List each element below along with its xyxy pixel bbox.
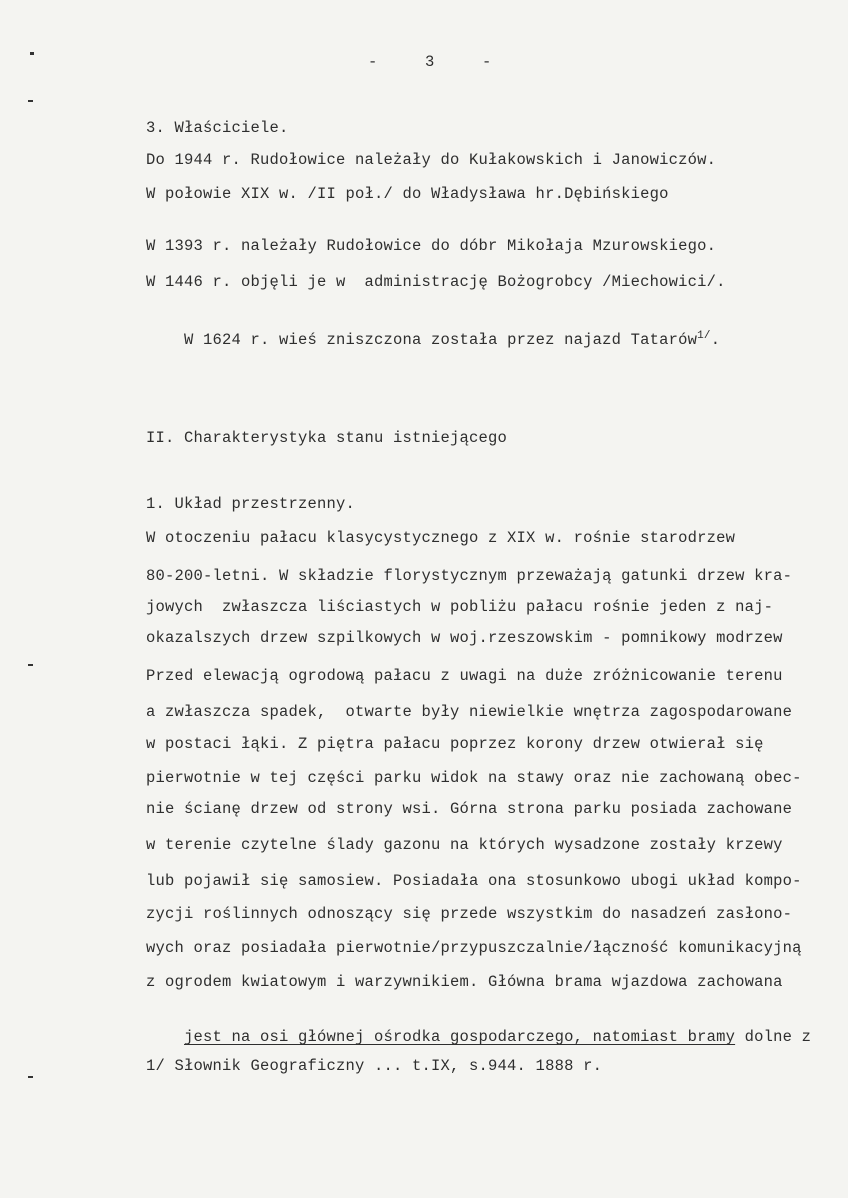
footnote-ref: 1/ xyxy=(697,330,711,342)
text-line: nie ścianę drzew od strony wsi. Górna strona parku posiada zachowane xyxy=(146,800,793,818)
text-segment: dolne z xyxy=(735,1028,812,1046)
margin-mark xyxy=(30,52,34,55)
text-line: wych oraz posiadała pierwotnie/przypuszczalnie/łączność komunikacyjną xyxy=(146,939,802,957)
margin-mark xyxy=(28,664,33,666)
text-line xyxy=(146,306,720,370)
text-segment: W 1624 r. wieś zniszczona została przez najazd Tatarów xyxy=(184,331,698,349)
section-heading-characteristics: II. Charakterystyka stanu istniejącego xyxy=(146,429,508,447)
underlined-text: jest na osi głównej ośrodka gospodarczego, natomiast bramy xyxy=(184,1028,736,1046)
text-line: W połowie XIX w. /II poł./ do Władysława hr.Dębińskiego xyxy=(146,185,669,203)
text-line: 80-200-letni. W składzie florystycznym przeważają gatunki drzew kra- xyxy=(146,567,793,585)
text-line: okazalszych drzew szpilkowych w woj.rzeszowskim - pomnikowy modrzew xyxy=(146,629,783,647)
page-number: - 3 - xyxy=(368,53,492,71)
text-line: lub pojawił się samosiew. Posiadała ona stosunkowo ubogi układ kompo- xyxy=(146,872,802,890)
margin-mark xyxy=(28,1076,33,1078)
section-heading-owners: 3. Właściciele. xyxy=(146,119,289,137)
text-line: W 1393 r. należały Rudołowice do dóbr Mikołaja Mzurowskiego. xyxy=(146,237,717,255)
text-line: a zwłaszcza spadek, otwarte były niewielkie wnętrza zagospodarowane xyxy=(146,703,793,721)
text-line: W 1446 r. objęli je w administrację Bożogrobcy /Miechowici/. xyxy=(146,273,726,291)
text-segment: . xyxy=(710,331,721,349)
text-line: W otoczeniu pałacu klasycystycznego z XIX w. rośnie starodrzew xyxy=(146,529,736,547)
footnote: 1/ Słownik Geograficzny ... t.IX, s.944. 1888 r. xyxy=(146,1057,603,1075)
text-line: zycji roślinnych odnoszący się przede wszystkim do nasadzeń zasłono- xyxy=(146,905,793,923)
text-line: z ogrodem kwiatowym i warzywnikiem. Główna brama wjazdowa zachowana xyxy=(146,973,783,991)
text-line: jowych zwłaszcza liściastych w pobliżu pałacu rośnie jeden z naj- xyxy=(146,598,774,616)
text-line: w terenie czytelne ślady gazonu na których wysadzone zostały krzewy xyxy=(146,836,783,854)
subsection-heading: 1. Układ przestrzenny. xyxy=(146,495,356,513)
text-line: pierwotnie w tej części parku widok na stawy oraz nie zachowaną obec- xyxy=(146,769,802,787)
text-line: Przed elewacją ogrodową pałacu z uwagi na duże zróżnicowanie terenu xyxy=(146,667,783,685)
text-line: Do 1944 r. Rudołowice należały do Kułakowskich i Janowiczów. xyxy=(146,151,717,169)
margin-mark xyxy=(28,100,33,102)
text-line: w postaci łąki. Z piętra pałacu poprzez korony drzew otwierał się xyxy=(146,735,764,753)
